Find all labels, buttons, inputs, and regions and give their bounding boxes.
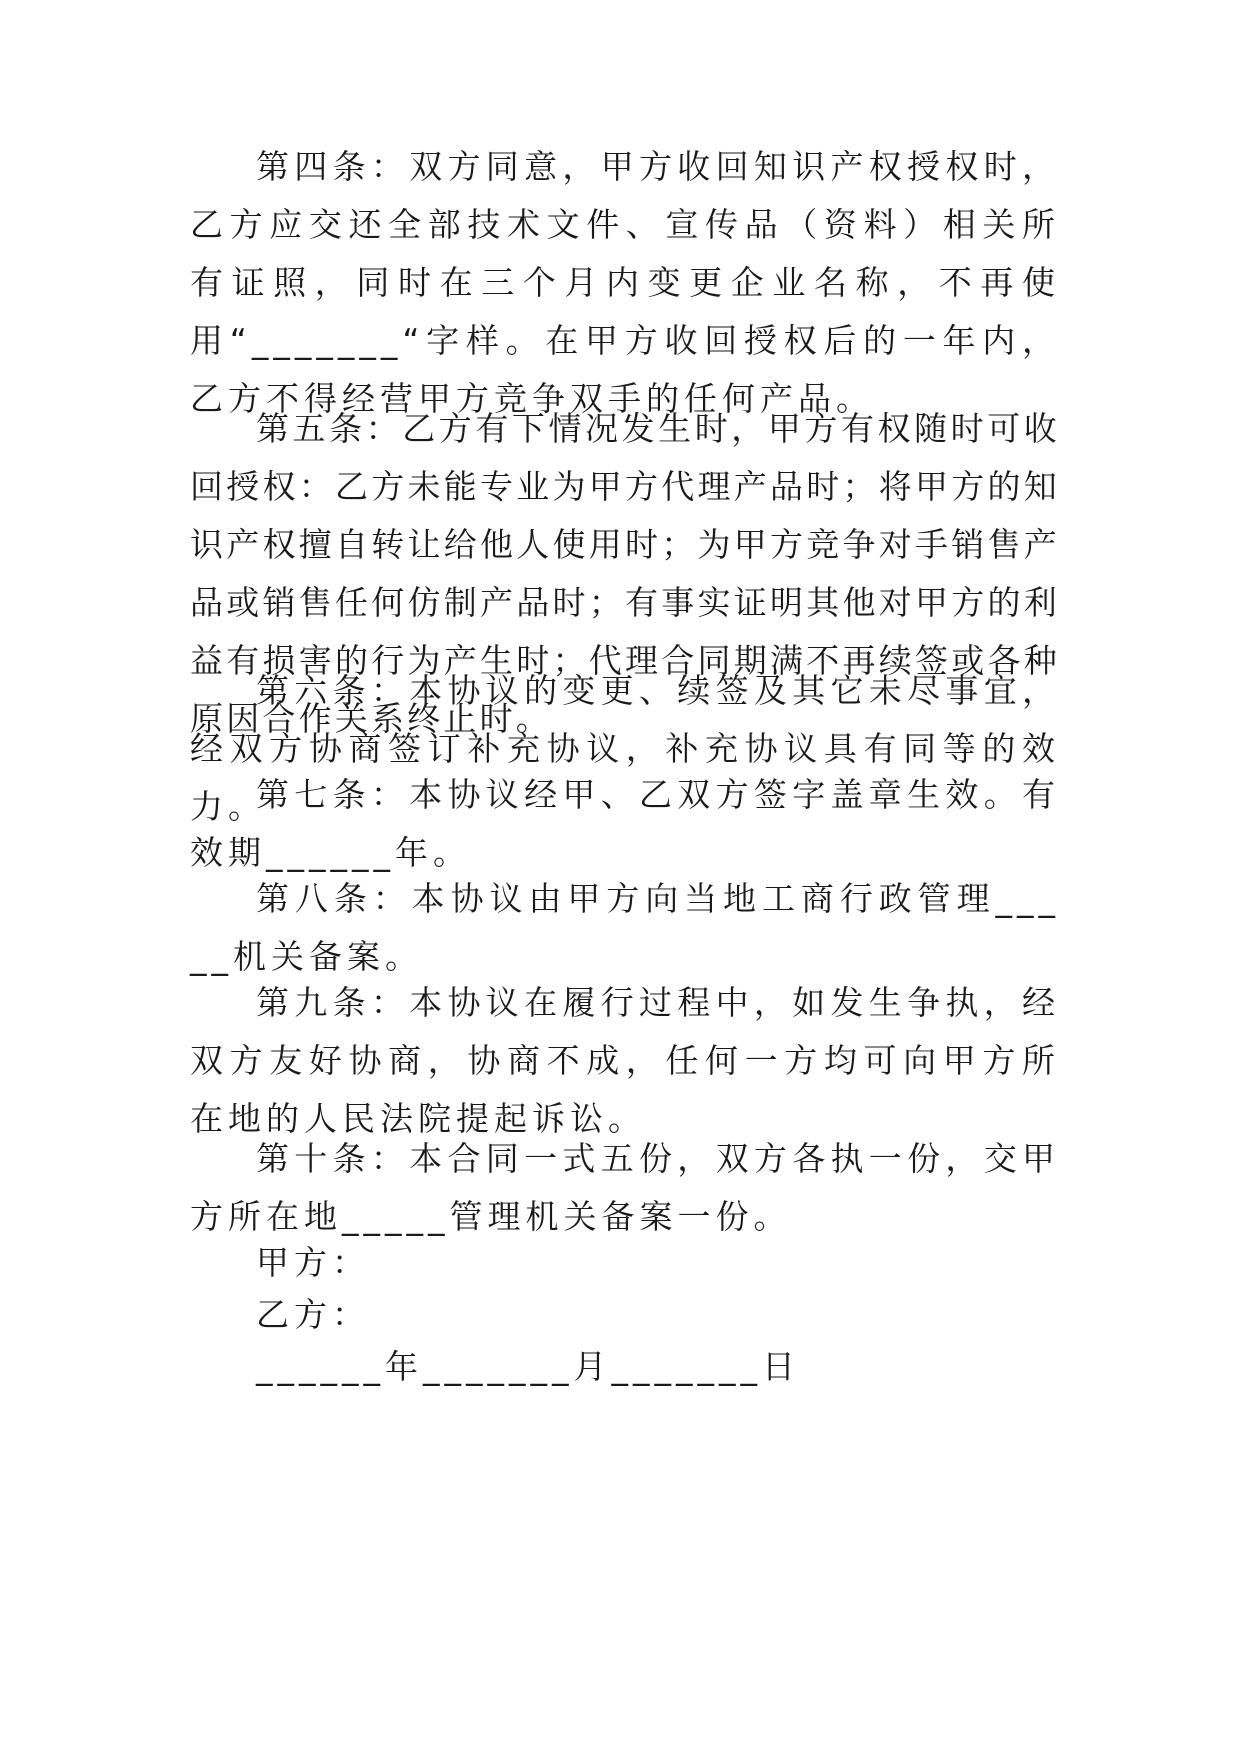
clause-9: 第九条：本协议在履行过程中，如发生争执，经双方友好协商，协商不成，任何一方均可向甲方所在地的人民法院提起诉讼。 [190,983,1060,1138]
clause-7: 第七条：本协议经甲、乙双方签字盖章生效。有效期______年。 [190,775,1060,872]
party-a-label: 甲方： [256,1243,370,1282]
clause-4: 第四条：双方同意，甲方收回知识产权授权时，乙方应交还全部技术文件、宣传品（资料）相关所有证照，同时在三个月内变更企业名称，不再使用“_______“字样。在甲方收回授权后的一年内，乙方不得经营甲方竞争双手的任何产品。 [190,147,1060,418]
clause-8: 第八条：本协议由甲方向当地工商行政管理_____机关备案。 [190,879,1060,976]
clause-10: 第十条：本合同一式五份，双方各执一份，交甲方所在地_____管理机关备案一份。 [190,1139,1060,1236]
clause-5: 第五条：乙方有下情况发生时，甲方有权随时可收回授权：乙方未能专业为甲方代理产品时；将甲方的知识产权擅自转让给他人使用时；为甲方竞争对手销售产品或销售任何仿制产品时；有事实证明其他对甲方的利益有损害的行为产生时；代理合同期满不再续签或各种原因合作关系终止时。 [190,409,1060,738]
party-b-label: 乙方： [256,1295,370,1334]
clause-6: 第六条：本协议的变更、续签及其它未尽事宜，经双方协商签订补充协议，补充协议具有同等的效力。 [190,671,1060,826]
signing-date: ______年_______月_______日 [256,1347,800,1386]
